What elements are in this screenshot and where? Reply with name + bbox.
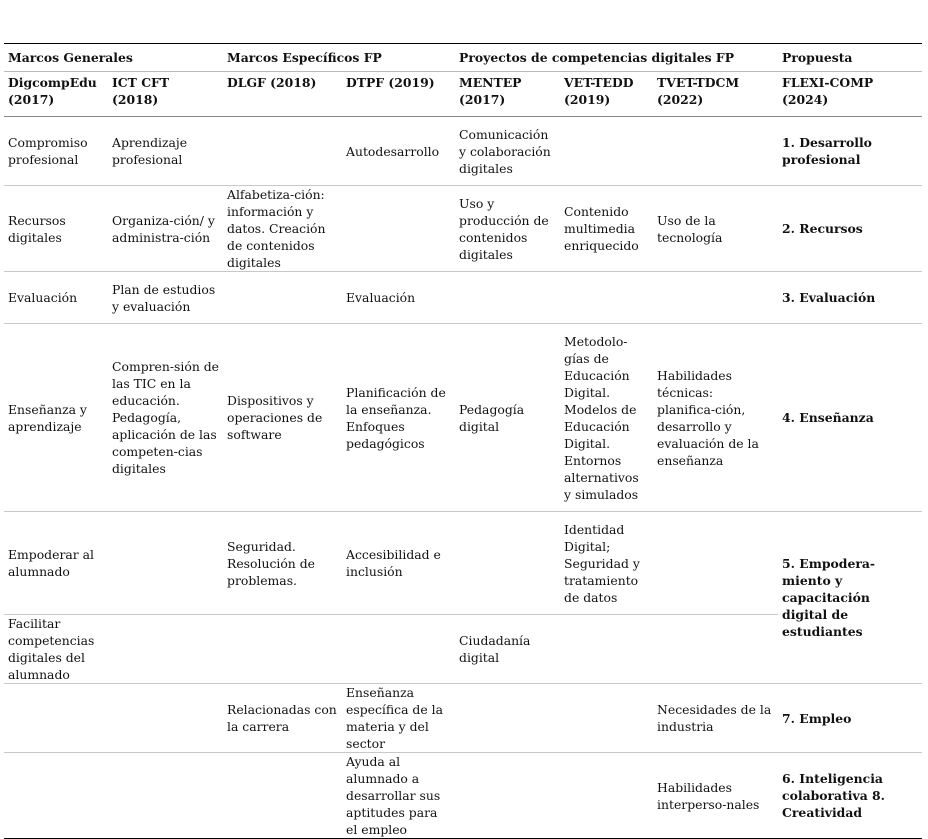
cell: Ciudadanía digital [455,615,560,684]
cell: Organiza-ción/ y administra-ción [108,186,223,272]
cell [455,753,560,839]
cell [455,272,560,324]
table-row [4,186,922,272]
cell: Pedagogía digital [455,324,560,512]
col-digcompedu: DigcompEdu (2017) [4,72,108,117]
group-header-row [4,44,922,72]
propuesta-cell: 1. Desarrollo profesional [778,117,922,186]
cell [560,615,653,684]
cell: Ayuda al alumnado a desarrollar sus aptitudes para el empleo [342,753,455,839]
cell: Habilidades interperso-nales [653,753,778,839]
cell [223,272,342,324]
cell [223,753,342,839]
column-header-row [4,72,922,117]
col-dlgf: DLGF (2018) [223,72,342,117]
propuesta-cell: 5. Empodera-miento y capacitación digital de estudiantes [778,512,922,684]
cell: Plan de estudios y evaluación [108,272,223,324]
table-row [4,324,922,512]
cell: Habilidades técnicas: planifica-ción, desarrollo y evaluación de la enseñanza [653,324,778,512]
cell: Facilitar competencias digitales del alumnado [4,615,108,684]
table-row [4,684,922,753]
cell: Comunicación y colaboración digitales [455,117,560,186]
cell [342,615,455,684]
cell: Uso y producción de contenidos digitales [455,186,560,272]
col-dtpf: DTPF (2019) [342,72,455,117]
col-tvet-tdcm: TVET-TDCM (2022) [653,72,778,117]
col-mentep: MENTEP (2017) [455,72,560,117]
cell [108,615,223,684]
comparison-table [4,43,922,839]
table-row [4,512,922,615]
propuesta-cell: 7. Empleo [778,684,922,753]
cell: Recursos digitales [4,186,108,272]
cell [223,117,342,186]
propuesta-cell: 2. Recursos [778,186,922,272]
cell [455,684,560,753]
cell [560,117,653,186]
cell: Accesibilidad e inclusión [342,512,455,615]
cell [4,753,108,839]
col-vet-tedd: VET-TEDD (2019) [560,72,653,117]
cell: Enseñanza específica de la materia y del sector [342,684,455,753]
cell: Autodesarrollo [342,117,455,186]
cell: Dispositivos y operaciones de software [223,324,342,512]
cell: Contenido multimedia enriquecido [560,186,653,272]
table-row [4,753,922,839]
group-propuesta: Propuesta [778,44,922,72]
cell: Enseñanza y aprendizaje [4,324,108,512]
cell [455,512,560,615]
cell: Uso de la tecnología [653,186,778,272]
cell [653,272,778,324]
col-ict-cft: ICT CFT (2018) [108,72,223,117]
cell: Compren-sión de las TIC en la educación. Pedagogía, aplicación de las competen-cias digitales [108,324,223,512]
group-proyectos: Proyectos de competencias digitales FP [455,44,778,72]
cell: Evaluación [342,272,455,324]
cell: Empoderar al alumnado [4,512,108,615]
cell [560,272,653,324]
col-flexi-comp: FLEXI-COMP (2024) [778,72,922,117]
propuesta-cell: 6. Inteligencia colaborativa 8. Creatividad [778,753,922,839]
cell [560,753,653,839]
cell: Alfabetiza-ción: información y datos. Creación de contenidos digitales [223,186,342,272]
cell: Evaluación [4,272,108,324]
cell [653,117,778,186]
group-marcos-especificos: Marcos Específicos FP [223,44,455,72]
group-marcos-generales: Marcos Generales [4,44,223,72]
cell: Compromiso profesional [4,117,108,186]
table-row [4,272,922,324]
cell: Metodolo-gías de Educación Digital. Modelos de Educación Digital. Entornos alternativos y simulados [560,324,653,512]
propuesta-cell: 3. Evaluación [778,272,922,324]
cell [653,512,778,615]
cell: Necesidades de la industria [653,684,778,753]
cell: Seguridad. Resolución de problemas. [223,512,342,615]
cell [4,684,108,753]
cell [342,186,455,272]
cell: Aprendizaje profesional [108,117,223,186]
cell [560,684,653,753]
cell [108,684,223,753]
cell: Identidad Digital; Seguridad y tratamiento de datos [560,512,653,615]
propuesta-cell: 4. Enseñanza [778,324,922,512]
cell [653,615,778,684]
cell [108,753,223,839]
cell: Planificación de la enseñanza. Enfoques pedagógicos [342,324,455,512]
table-row [4,117,922,186]
cell [108,512,223,615]
cell [223,615,342,684]
cell: Relacionadas con la carrera [223,684,342,753]
